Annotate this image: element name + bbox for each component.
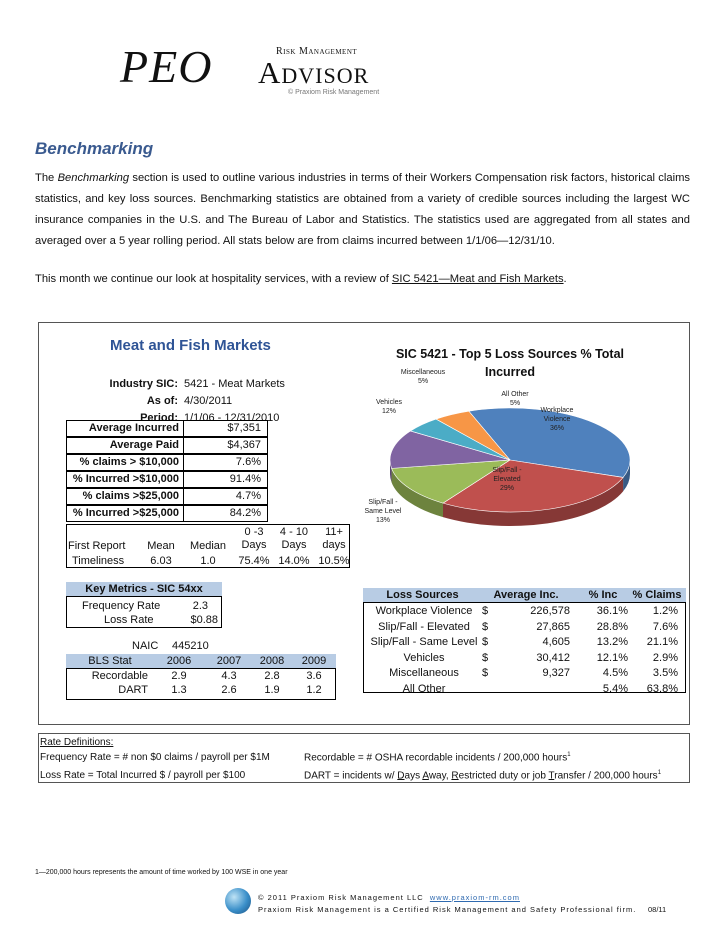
- intro-pre: The: [35, 172, 58, 184]
- loss-header: % Inc: [588, 589, 618, 601]
- loss-average: 27,865: [536, 620, 570, 633]
- bls-cell: 3.6: [306, 670, 322, 682]
- stat-row: [66, 437, 268, 454]
- bls-header: 2006: [166, 655, 192, 667]
- bls-row-label: Recordable: [91, 670, 148, 682]
- dart-text: DART = incidents w/: [304, 770, 398, 782]
- stat-label: % claims >$25,000: [66, 488, 184, 505]
- loss-pct-inc: 4.5%: [602, 667, 628, 679]
- footnote-marker: 1: [657, 770, 662, 776]
- stat-label: % Incurred >$25,000: [66, 505, 184, 522]
- dart-letter: A: [422, 770, 429, 782]
- footer-tagline: Praxiom Risk Management is a Certified Risk Management and Safety Professional firm.: [258, 905, 637, 914]
- loss-pct-claims: 1.2%: [652, 605, 678, 617]
- stat-value: $4,367: [184, 437, 268, 454]
- bls-row-label: DART: [118, 684, 148, 696]
- pie-label-line: All Other: [501, 391, 529, 398]
- naics-label: NAIC: [132, 640, 159, 652]
- pie-label-line: Miscellaneous: [400, 369, 446, 376]
- loss-pct-claims: 63.8%: [646, 682, 678, 695]
- loss-source: Slip/Fall - Same Level: [370, 636, 478, 648]
- pie-slice-label: [356, 498, 410, 525]
- loss-rate-label: Loss Rate: [104, 614, 154, 626]
- period-label: Period:: [140, 412, 178, 424]
- loss-pct-claims: 3.5%: [652, 667, 678, 679]
- timeliness-bucket: 75.4%: [238, 555, 270, 567]
- dart-letter: R: [451, 770, 459, 782]
- loss-source: Miscellaneous: [389, 667, 459, 679]
- globe-logo-icon: [225, 888, 251, 914]
- stat-label: Average Paid: [66, 437, 184, 454]
- footer-copyright-line: [258, 893, 520, 902]
- stat-row: [66, 454, 268, 471]
- bls-header: 2009: [301, 655, 327, 667]
- key-metrics-title: Key Metrics - SIC 54xx: [66, 582, 222, 597]
- pie-label-pct: 5%: [417, 378, 429, 385]
- bucket-top: 0 -3: [244, 526, 264, 538]
- pie-slice-label: [530, 406, 584, 433]
- industry-sic-value: 5421 - Meat Markets: [184, 378, 285, 390]
- recordable-text: Recordable = # OSHA recordable incidents / 200,000 hours: [304, 752, 568, 764]
- bucket-bottom: days: [322, 539, 346, 551]
- loss-header: Loss Sources: [386, 589, 459, 601]
- frequency-definition: Frequency Rate = # non $0 claims / payroll per $1M: [40, 752, 270, 763]
- loss-pct-inc: 36.1%: [596, 605, 628, 617]
- bls-cell: 4.3: [221, 670, 237, 682]
- bls-cell: 1.2: [306, 684, 322, 696]
- pie-label-line: Elevated: [493, 476, 521, 483]
- stat-value: 84.2%: [184, 505, 268, 522]
- mean-header: Mean: [147, 540, 175, 552]
- stat-label: % claims > $10,000: [66, 454, 184, 471]
- as-of-value: 4/30/2011: [184, 395, 233, 407]
- pie-slice-label: [480, 466, 534, 493]
- timeliness-mean: 6.03: [150, 555, 172, 567]
- stat-value: 7.6%: [184, 454, 268, 471]
- industry-sic-label: Industry SIC:: [109, 378, 178, 390]
- bucket-top: 4 - 10: [279, 526, 309, 538]
- definitions-title: Rate Definitions:: [40, 737, 114, 748]
- recordable-definition: [304, 752, 571, 763]
- intro-paragraph: [35, 168, 690, 252]
- website-link[interactable]: www.praxiom-rm.com: [429, 893, 520, 902]
- loss-header: Average Inc.: [493, 589, 559, 601]
- bls-header: 2007: [216, 655, 242, 667]
- pie-label-line: Workplace: [540, 407, 574, 414]
- masthead: [0, 0, 728, 120]
- loss-average: 9,327: [542, 667, 570, 679]
- first-report-label: First Report: [68, 540, 126, 552]
- loss-source: Workplace Violence: [375, 605, 473, 617]
- stat-value: $7,351: [184, 420, 268, 437]
- loss-dollar: $: [482, 605, 489, 617]
- pie-label-line: Vehicles: [375, 399, 403, 406]
- frequency-rate-label: Frequency Rate: [82, 600, 161, 612]
- timeliness-median: 1.0: [200, 555, 216, 567]
- median-header: Median: [189, 540, 227, 552]
- dart-letter: T: [548, 770, 555, 782]
- loss-pct-inc: 12.1%: [596, 651, 628, 664]
- peo-logo-text: PEO: [120, 41, 213, 92]
- dart-text: way,: [428, 770, 452, 782]
- pie-label-pct: 5%: [509, 400, 521, 407]
- stat-row: [66, 488, 268, 505]
- pie-label-pct: 29%: [499, 485, 514, 492]
- loss-dollar: $: [482, 636, 489, 648]
- timeliness-bucket: 10.5%: [318, 555, 350, 567]
- panel-title: Meat and Fish Markets: [110, 337, 271, 354]
- pie-slice-label: [396, 368, 450, 386]
- loss-pct-inc: 13.2%: [596, 636, 628, 648]
- dart-letter: D: [397, 770, 405, 782]
- stat-row: [66, 471, 268, 488]
- stat-label: Average Incurred: [66, 420, 184, 437]
- footer-copyright: © 2011 Praxiom Risk Management LLC: [258, 893, 424, 902]
- pie-label-line: Violence: [543, 416, 571, 423]
- bucket-header: [276, 526, 312, 552]
- frequency-rate-value: 2.3: [192, 600, 208, 612]
- loss-pct-inc: 28.8%: [596, 620, 628, 633]
- bls-cell: 1.9: [264, 684, 280, 696]
- masthead-copyright: © Praxiom Risk Management: [288, 89, 380, 96]
- dart-text: ays: [404, 770, 423, 782]
- bls-cell: 2.6: [221, 684, 237, 696]
- dart-definition: [304, 770, 661, 781]
- loss-average: 30,412: [536, 651, 570, 664]
- chart-title: SIC 5421 - Top 5 Loss Sources % Total Incurred: [395, 347, 625, 379]
- bls-header: BLS Stat: [88, 655, 132, 667]
- footnote: 1—200,000 hours represents the amount of time worked by 100 WSE in one year: [35, 869, 288, 876]
- loss-dollar: $: [482, 667, 489, 679]
- stat-row: [66, 420, 268, 437]
- pie-label-pct: 12%: [381, 408, 396, 415]
- loss-pct-claims: 7.6%: [652, 620, 678, 633]
- bucket-bottom: Days: [241, 539, 267, 551]
- timeliness-bucket: 14.0%: [278, 555, 310, 567]
- loss-average: 226,578: [530, 605, 570, 617]
- loss-source: Slip/Fall - Elevated: [378, 620, 470, 633]
- stat-value: 91.4%: [184, 471, 268, 488]
- footnote-marker: 1: [567, 752, 571, 758]
- page-number: 08/11: [648, 905, 667, 914]
- risk-management-label: Risk Management: [276, 46, 358, 57]
- sic-link[interactable]: SIC 5421—Meat and Fish Markets: [391, 273, 564, 285]
- period-value: 1/1/06 - 12/31/2010: [184, 412, 280, 424]
- loss-pct-claims: 2.9%: [652, 651, 678, 664]
- bls-cell: 2.9: [171, 670, 187, 682]
- intro-post: section is used to outline various industries in terms of their Workers Compensation risk factors, historical claims statistics, and key loss sources. Benchmarking statistics are obtained from a variety of credible sources including the largest WC insurance companies in the U.S. and The Bureau of Labor and Statistics. The statistics used are aggregated from all states and averaged over a 5 year rolling period. All stats below are from claims incurred between 1/1/06—12/31/10.: [35, 172, 691, 247]
- stat-label: % Incurred >$10,000: [66, 471, 184, 488]
- section-heading: Benchmarking: [35, 139, 154, 158]
- stat-value: 4.7%: [184, 488, 268, 505]
- intro-em: Benchmarking: [57, 172, 130, 184]
- loss-definition: Loss Rate = Total Incurred $ / payroll per $100: [40, 770, 246, 781]
- loss-dollar: $: [482, 651, 489, 664]
- loss-rate-value: $0.88: [190, 614, 218, 626]
- timeliness-label: Timeliness: [72, 555, 125, 567]
- pie-label-line: Same Level: [364, 508, 402, 515]
- loss-source: Vehicles: [403, 651, 445, 664]
- pie-label-line: Slip/Fall -: [492, 467, 522, 474]
- bucket-header: [236, 526, 272, 552]
- bucket-top: 11+: [325, 526, 343, 538]
- bls-header: 2008: [259, 655, 285, 667]
- month-pre: This month we continue our look at hospitality services, with a review of: [35, 273, 392, 285]
- month-paragraph: [35, 273, 690, 285]
- loss-average: 4,605: [542, 636, 570, 648]
- pie-label-pct: 36%: [549, 425, 564, 432]
- pie-label-pct: 13%: [375, 517, 390, 524]
- dart-text: ransfer / 200,000 hours: [554, 770, 658, 782]
- pie-label-line: Slip/Fall -: [368, 499, 398, 506]
- naics-value: 445210: [172, 640, 209, 652]
- bls-cell: 2.8: [264, 670, 280, 682]
- loss-header: % Claims: [632, 589, 682, 601]
- loss-dollar: $: [482, 620, 489, 633]
- loss-pct-inc: 5.4%: [602, 682, 628, 695]
- pie-slice-label: [488, 390, 542, 408]
- month-post: .: [563, 273, 567, 285]
- bls-cell: 1.3: [171, 684, 187, 696]
- advisor-title: Advisor: [258, 55, 370, 90]
- bucket-bottom: Days: [281, 539, 307, 551]
- stat-row: [66, 505, 268, 522]
- dart-text: estricted duty or job: [458, 770, 549, 782]
- pie-slice-label: [362, 398, 416, 416]
- as-of-label: As of:: [146, 395, 178, 407]
- loss-source: All Other: [402, 682, 446, 695]
- loss-pct-claims: 21.1%: [646, 636, 678, 648]
